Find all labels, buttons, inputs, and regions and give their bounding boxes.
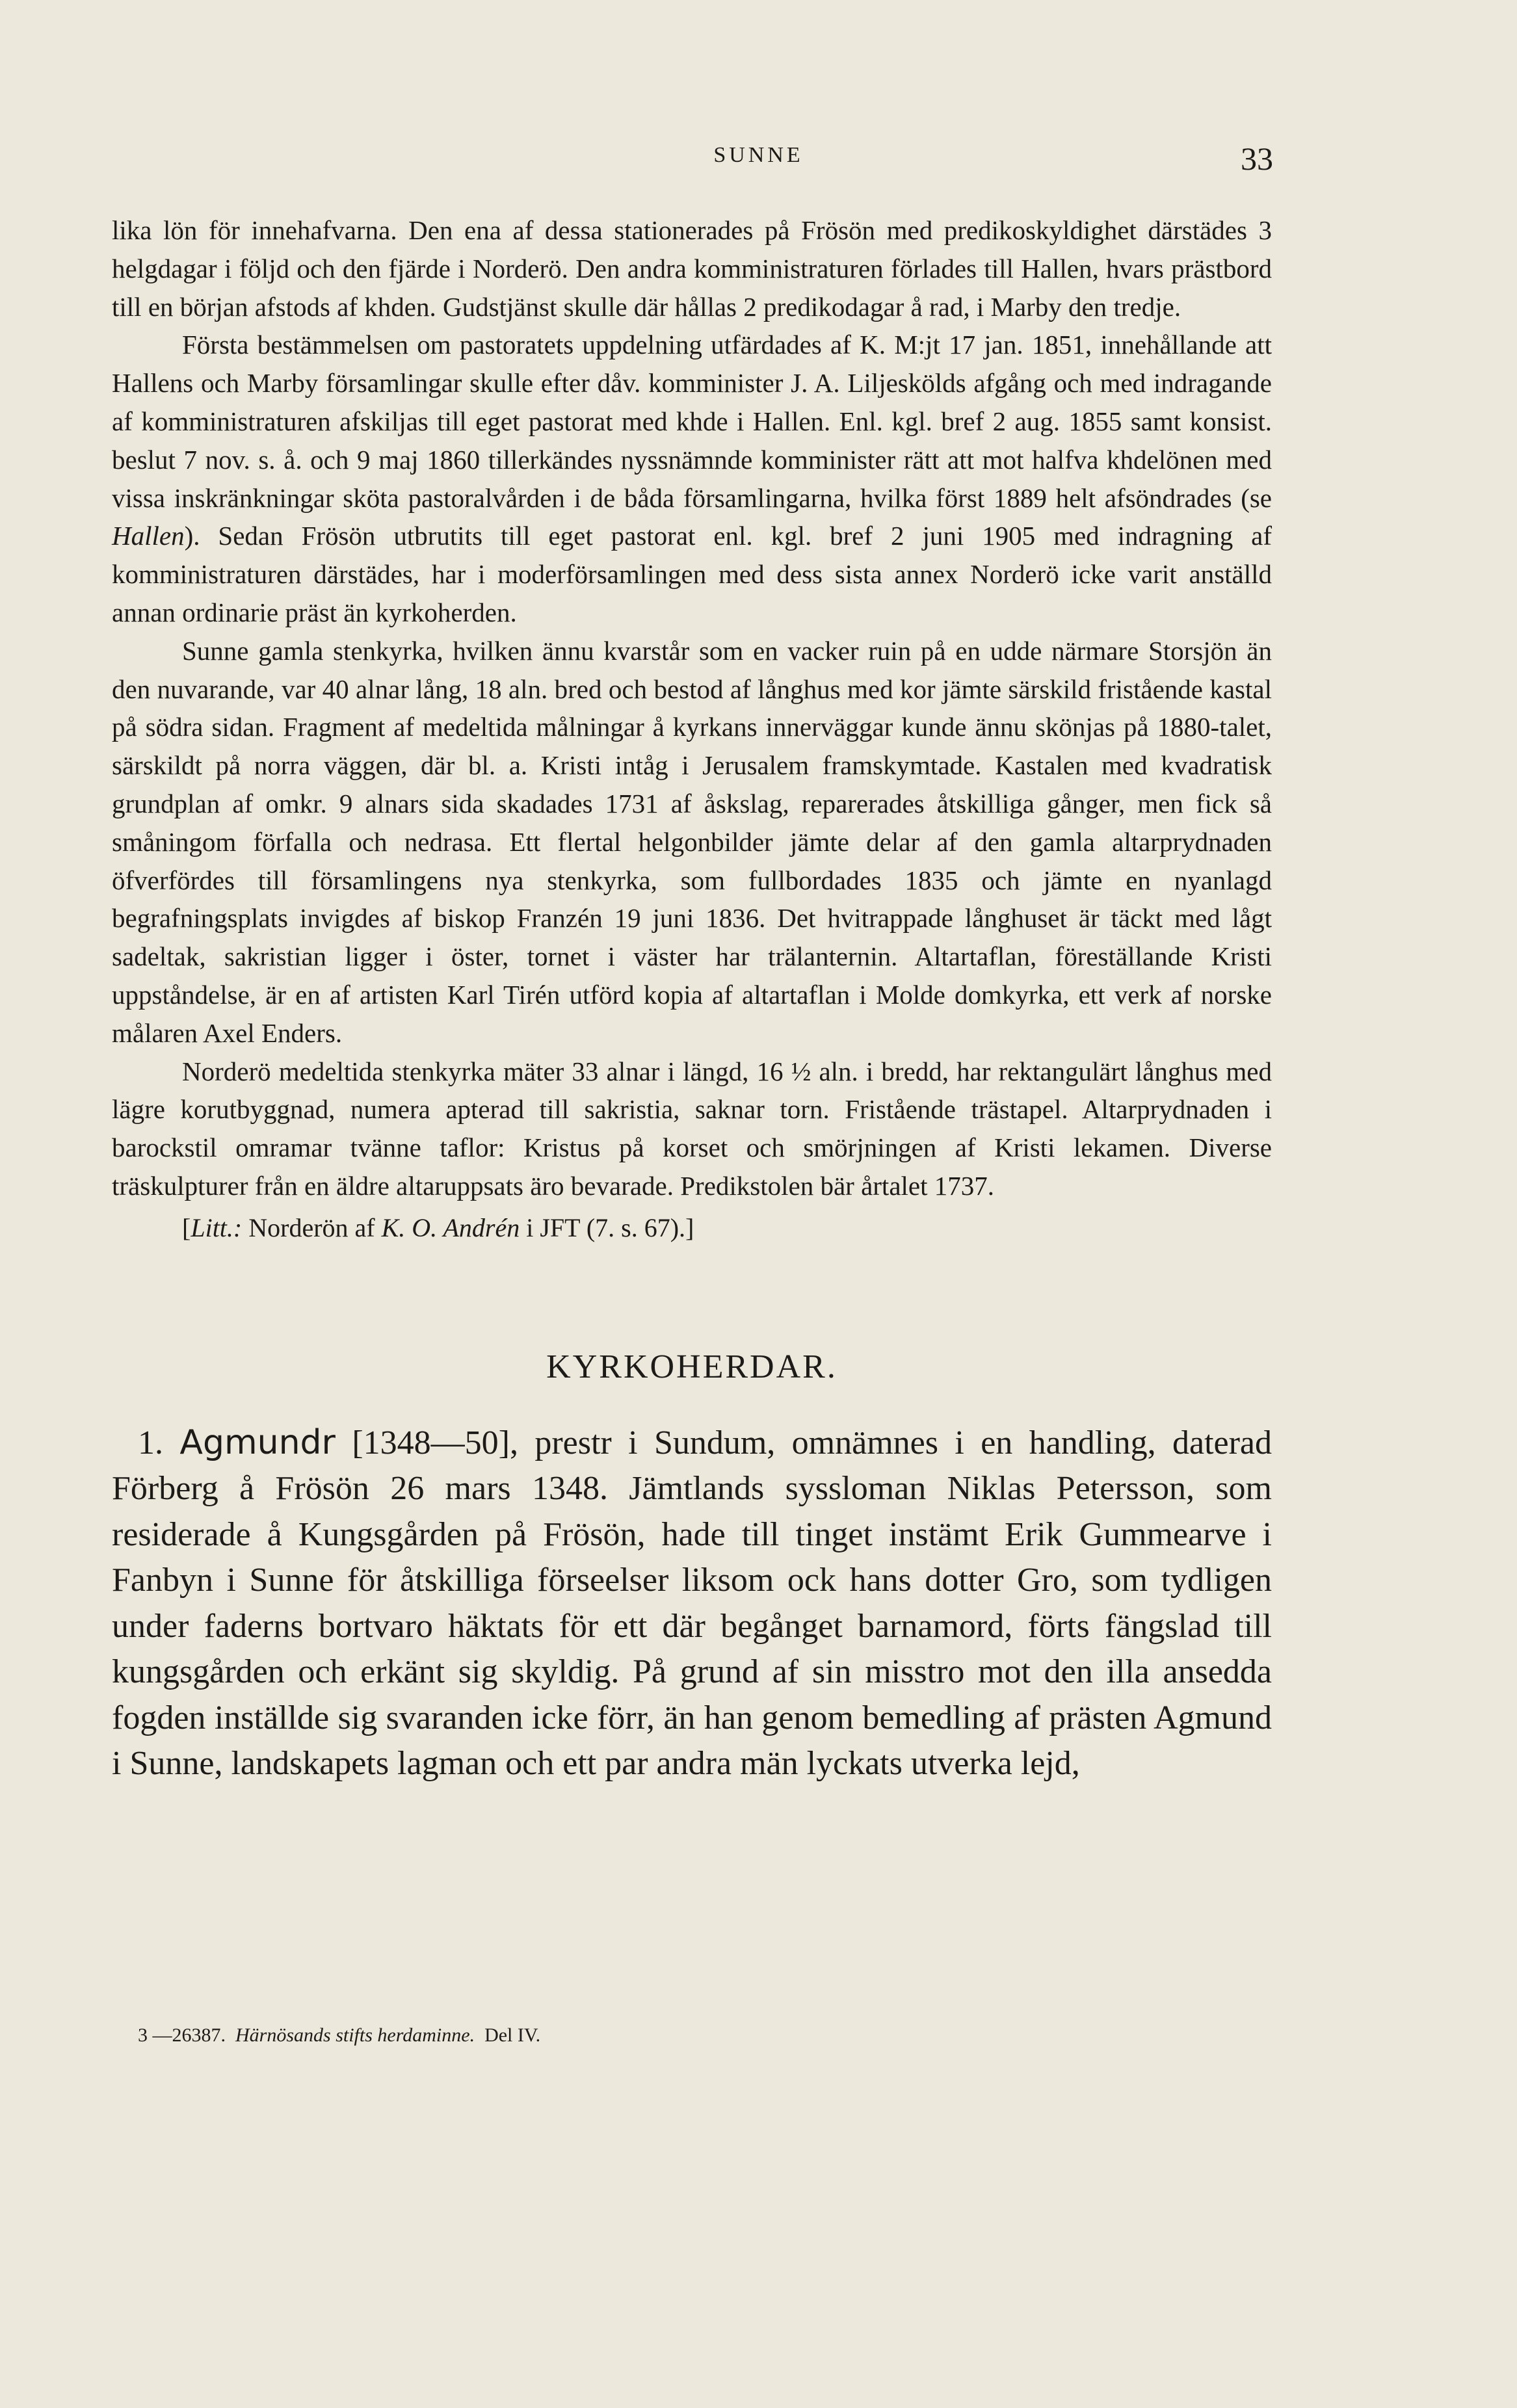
italic-reference: Hallen — [112, 521, 185, 551]
text-segment: Sunne gamla stenkyrka, hvilken ännu kvarstår som en vacker ruin på en udde närmare Storsjön än den nuvarande, var 40 alnar lång, 18 aln. bred och bestod af långhus med kor jämte särskild fristående kastal på södra sidan. Fragment af medeltida målningar å kyrkans innerväggar kunde ännu skönjas på 1880-talet, särskildt på norra väggen, där bl. a. Kristi intåg i Jerusalem framskymtade. Kastalen med kvadratisk grundplan af omkr. 9 alnars sida skadades 1731 af åskslag, reparerades åtskilliga gånger, men fick så småningom förfalla och nedrasa. Ett flertal helgonbilder jämte delar af den gamla altarprydnaden öfverfördes till församlingens nya stenkyrka, som fullbordades 1835 och jämte en nyanlagd begrafningsplats invigdes af biskop Franzén 19 juni 1836. Det hvitrappade långhuset är täckt med lågt sadeltak, sakristian ligger i öster, tornet i väster har trälanternin. Altartaflan, föreställande Kristi uppståndelse, är en af artisten Karl Tirén utförd kopia af altartaflan i Molde domkyrka, ett verk af norske målaren Axel Enders. — [112, 635, 1272, 1048]
footer-signature — [138, 2024, 540, 2047]
entry-number: 1. — [138, 1424, 163, 1461]
text-segment: Första bestämmelsen om pastoratets uppdelning utfärdades af K. M:jt 17 jan. 1851, innehållande att Hallens och Marby församlingar skulle efter dåv. komminister J. A. Liljeskölds afgång och med indragande af komministraturen afskiljas till eget pastorat med khde i Hallen. Enl. kgl. bref 2 aug. 1855 samt konsist. beslut 7 nov. s. å. och 9 maj 1860 tillerkändes nyssnämnde komminister rätt att mot halfva khdelönen med vissa inskränkningar sköta pastoralvården i de båda församlingarna, hvilka först 1889 helt afsöndrades (se — [112, 330, 1272, 513]
footer-volume: Del IV. — [484, 2024, 541, 2046]
entry-paragraph — [112, 1420, 1272, 1787]
lit-author: K. O. Andrén — [381, 1212, 520, 1242]
footer-title: Härnösands stifts herdaminne. — [235, 2024, 475, 2046]
page-number: 33 — [1241, 140, 1273, 177]
small-print-section — [112, 211, 1272, 1205]
lit-text: i JFT (7. s. 67).] — [520, 1212, 694, 1242]
text-segment: lika lön för innehafvarna. Den ena af dessa stationerades på Frösön med predikoskyldighet därstädes 3 helgdagar i följd och den fjärde i Norderö. Den andra komministraturen förlades till Hallen, hvars prästbord till en början afstods af khden. Gudstjänst skulle där hållas 2 predikodagar å rad, i Marby den tredje. — [112, 215, 1272, 322]
lit-bracket: [ — [182, 1212, 191, 1242]
entry-section — [112, 1420, 1272, 1787]
text-segment: ). Sedan Frösön utbrutits till eget pastorat enl. kgl. bref 2 juni 1905 med indragning af komministraturen därstädes, har i moderförsamlingen med dess sista annex Norderö icke varit anställd annan ordinarie präst än kyrkoherden. — [112, 521, 1272, 627]
lit-label: Litt.: — [191, 1212, 243, 1242]
lit-text: Norderön af — [242, 1212, 382, 1242]
footer-number: 3 —26387. — [138, 2024, 226, 2046]
running-head: SUNNE — [713, 143, 804, 167]
paragraph-pastorate-division — [112, 326, 1272, 631]
text-segment: Norderö medeltida stenkyrka mäter 33 alnar i längd, 16 ½ aln. i bredd, har rektangulärt långhus med lägre korutbyggnad, numera apterad till sakristia, saknar torn. Fristående trästapel. Altarprydnaden i barockstil omramar tvänne taflor: Kristus på korset och smörjningen af Kristi lekamen. Diverse träskulpturer från en äldre altaruppsats äro bevarade. Predikstolen bär årtalet 1737. — [112, 1056, 1272, 1201]
entry-name: Agmundr — [179, 1422, 336, 1462]
paragraph-old-church — [112, 632, 1272, 1053]
page-body — [112, 211, 1272, 1787]
paragraph-continuation — [112, 211, 1272, 326]
entry-text: [1348—50], prestr i Sundum, omnämnes i en handling, daterad Förberg å Frösön 26 mars 1348. Jämtlands syssloman Niklas Petersson, som residerade å Kungsgården på Frösön, hade till tinget instämt Erik Gummearve i Fanbyn i Sunne för åtskilliga förseelser liksom ock hans dotter Gro, som tydligen under faderns bortvaro häktats för ett där begånget barnamord, förts fängslad till kungsgården och erkänt sig skyldig. På grund af sin misstro mot den illa ansedda fogden inställde sig svaranden icke förr, än han genom bemedling af prästen Agmund i Sunne, landskapets lagman och ett par andra män lyckats utverka lejd, — [112, 1424, 1273, 1783]
section-title: KYRKOHERDAR. — [546, 1348, 838, 1385]
paragraph-nordero-church — [112, 1053, 1272, 1205]
literature-note — [112, 1209, 1272, 1247]
